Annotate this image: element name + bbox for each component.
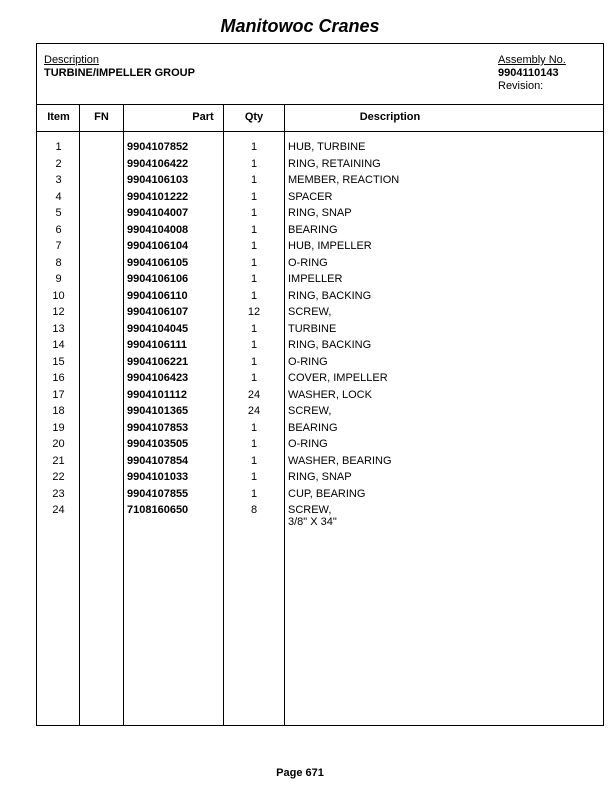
table-row <box>37 205 603 222</box>
table-row <box>37 486 603 503</box>
item-cell: 19 <box>52 421 65 434</box>
description-cell <box>288 405 331 417</box>
description-text: RING, BACKING <box>288 289 372 302</box>
description-cell <box>288 174 399 186</box>
table-row <box>37 189 603 206</box>
part-number-cell: 9904106221 <box>127 355 189 368</box>
description-cell <box>288 240 372 252</box>
qty-cell: 1 <box>250 174 258 186</box>
description-text: HUB, TURBINE <box>288 141 366 153</box>
description-text: O-RING <box>288 256 328 269</box>
description-cell <box>288 488 365 500</box>
description-cell <box>288 273 342 285</box>
assembly-header <box>37 44 603 105</box>
part-number-cell: 9904104007 <box>127 207 189 219</box>
item-cell: 18 <box>52 405 65 417</box>
part-number-cell: 9904106106 <box>127 273 189 285</box>
item-cell: 6 <box>55 223 62 236</box>
description-cell <box>288 224 338 236</box>
part-number-cell: 9904106111 <box>127 339 187 351</box>
description-text: SCREW, <box>288 405 332 417</box>
description-cell <box>288 306 331 318</box>
column-header-fn: FN <box>94 111 109 123</box>
table-row <box>37 337 603 354</box>
qty-cell: 1 <box>250 421 258 434</box>
item-cell: 15 <box>52 355 65 368</box>
qty-cell: 1 <box>250 289 258 302</box>
table-row <box>37 321 603 338</box>
parts-table-body <box>37 139 603 532</box>
description-cell <box>288 471 352 483</box>
qty-cell: 24 <box>247 388 261 401</box>
description-cell <box>288 422 338 434</box>
part-number-cell: 9904106110 <box>127 289 188 302</box>
part-number-cell: 9904107855 <box>127 487 189 500</box>
part-number-cell: 9904101222 <box>127 190 189 203</box>
description-text: MEMBER, REACTION <box>288 174 400 186</box>
qty-cell: 1 <box>250 355 258 368</box>
description-text: SCREW, <box>288 504 332 516</box>
page-number: Page 671 <box>276 767 324 779</box>
description-text: RING, SNAP <box>288 207 352 219</box>
part-number-cell: 9904106423 <box>127 372 189 384</box>
description-text: O-RING <box>288 438 328 450</box>
item-cell: 1 <box>55 141 62 153</box>
table-row <box>37 420 603 437</box>
qty-cell: 1 <box>250 256 258 269</box>
part-number-cell: 9904106105 <box>127 256 189 269</box>
table-row <box>37 156 603 173</box>
qty-cell: 24 <box>247 405 261 417</box>
description-cell <box>288 191 332 203</box>
qty-cell: 1 <box>250 322 258 335</box>
qty-cell: 1 <box>250 454 258 467</box>
table-row <box>37 238 603 255</box>
part-number-cell: 9904107852 <box>127 141 189 153</box>
description-text: BEARING <box>288 421 338 434</box>
description-text: COVER, IMPELLER <box>288 372 388 384</box>
description-cell <box>288 356 328 368</box>
table-row <box>37 436 603 453</box>
item-cell: 16 <box>52 372 65 384</box>
part-number-cell: 7108160650 <box>127 504 189 516</box>
part-number-cell: 9904106107 <box>127 306 189 318</box>
qty-cell: 1 <box>250 372 258 384</box>
column-header-qty: Qty <box>244 111 264 123</box>
item-cell: 17 <box>52 388 65 401</box>
item-cell: 7 <box>55 240 62 252</box>
description-text: RING, RETAINING <box>288 157 381 170</box>
description-label: Description <box>44 54 100 66</box>
qty-cell: 12 <box>247 306 261 318</box>
table-row <box>37 453 603 470</box>
qty-cell: 1 <box>250 207 258 219</box>
table-row <box>37 288 603 305</box>
description-cell <box>288 257 328 269</box>
qty-cell: 1 <box>250 438 258 450</box>
qty-cell: 8 <box>250 504 258 516</box>
description-cell <box>288 141 365 153</box>
description-cell <box>288 323 336 335</box>
table-row <box>37 370 603 387</box>
table-row <box>37 403 603 420</box>
item-cell: 24 <box>52 504 65 516</box>
qty-cell: 1 <box>250 339 258 351</box>
item-cell: 13 <box>52 322 65 335</box>
item-cell: 3 <box>55 174 62 186</box>
item-cell: 20 <box>52 438 65 450</box>
description-text: TURBINE <box>288 322 337 335</box>
item-cell: 9 <box>55 273 62 285</box>
parts-list-frame <box>36 43 604 726</box>
qty-cell: 1 <box>250 223 258 236</box>
table-row <box>37 469 603 486</box>
page-title: Manitowoc Cranes <box>220 16 380 36</box>
item-cell: 12 <box>52 306 65 318</box>
revision-label: Revision: <box>498 80 544 92</box>
part-number-cell: 9904107853 <box>127 421 189 434</box>
description-value: TURBINE/IMPELLER GROUP <box>44 67 195 79</box>
table-row <box>37 139 603 156</box>
description-cell <box>288 339 371 351</box>
part-number-cell: 9904101112 <box>127 388 187 401</box>
qty-cell: 1 <box>250 471 258 483</box>
description-block <box>44 54 195 80</box>
qty-cell: 1 <box>250 157 258 170</box>
description-cell <box>288 504 337 528</box>
item-cell: 21 <box>52 454 65 467</box>
item-cell: 4 <box>55 190 62 203</box>
table-row <box>37 271 603 288</box>
item-cell: 23 <box>52 487 65 500</box>
item-cell: 22 <box>52 471 65 483</box>
part-number-cell: 9904107854 <box>127 454 189 467</box>
table-row <box>37 172 603 189</box>
column-header-row <box>37 104 603 132</box>
table-row <box>37 304 603 321</box>
description-text: IMPELLER <box>288 273 343 285</box>
part-number-cell: 9904104045 <box>127 322 189 335</box>
qty-cell: 1 <box>250 487 258 500</box>
description-text: SCREW, <box>288 306 332 318</box>
description-text: WASHER, LOCK <box>288 388 372 401</box>
table-row <box>37 255 603 272</box>
description-cell <box>288 158 381 170</box>
item-cell: 2 <box>55 157 62 170</box>
qty-cell: 1 <box>250 141 258 153</box>
description-text: HUB, IMPELLER <box>288 240 372 252</box>
column-header-part: Part <box>192 111 214 123</box>
description-text: RING, BACKING <box>288 339 372 351</box>
part-number-cell: 9904103505 <box>127 438 189 450</box>
table-row <box>37 354 603 371</box>
description-text: SPACER <box>288 190 333 203</box>
assembly-value: 9904110143 <box>498 67 559 79</box>
description-text: RING, SNAP <box>288 471 352 483</box>
description-cell <box>288 438 328 450</box>
qty-cell: 1 <box>250 273 258 285</box>
description-text: CUP, BEARING <box>288 487 366 500</box>
table-row <box>37 387 603 404</box>
description-text: WASHER, BEARING <box>288 454 392 467</box>
item-cell: 10 <box>52 289 65 302</box>
item-cell: 14 <box>52 339 65 351</box>
qty-cell: 1 <box>250 190 258 203</box>
part-number-cell: 9904106104 <box>127 240 189 252</box>
qty-cell: 1 <box>250 240 258 252</box>
part-number-cell: 9904106103 <box>127 174 189 186</box>
part-number-cell: 9904104008 <box>127 223 189 236</box>
column-header-description: Description <box>359 111 421 123</box>
description-cell <box>288 389 372 401</box>
description-text: O-RING <box>288 355 328 368</box>
part-number-cell: 9904106422 <box>127 157 189 170</box>
part-number-cell: 9904101365 <box>127 405 189 417</box>
description-cell <box>288 207 352 219</box>
item-cell: 8 <box>55 256 62 269</box>
item-cell: 5 <box>55 207 62 219</box>
table-row <box>37 222 603 239</box>
assembly-label: Assembly No. <box>498 54 566 66</box>
description-text: BEARING <box>288 223 338 236</box>
table-row <box>37 502 603 532</box>
description-cell <box>288 455 392 467</box>
description-cell <box>288 290 371 302</box>
description-cell <box>288 372 388 384</box>
description-text-line2: 3/8" X 34" <box>288 516 337 528</box>
column-header-item: Item <box>47 111 70 123</box>
assembly-block <box>498 54 566 93</box>
part-number-cell: 9904101033 <box>127 471 189 483</box>
